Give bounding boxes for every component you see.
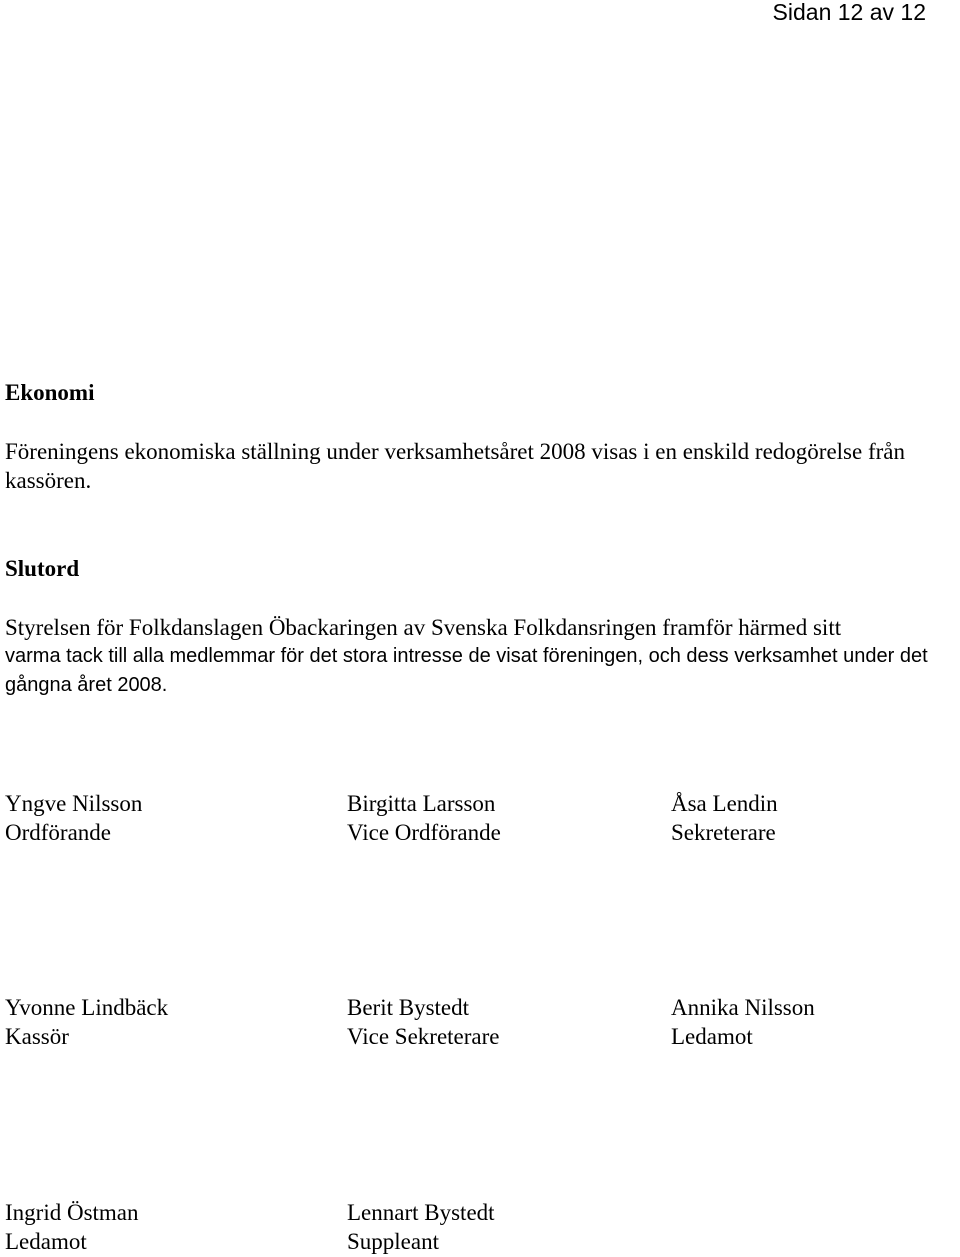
signature-role: Ledamot bbox=[5, 1229, 87, 1254]
signature-role: Ordförande bbox=[5, 820, 112, 845]
signature-name: Lennart Bystedt bbox=[347, 1200, 495, 1225]
signature-name: Yvonne Lindbäck bbox=[5, 995, 169, 1020]
signature-name: Ingrid Östman bbox=[5, 1200, 139, 1225]
signature-name: Birgitta Larsson bbox=[347, 791, 496, 816]
signature-yvonne-lindback bbox=[5, 993, 168, 1051]
slutord-text-rest: varma tack till alla medlemmar för det stora intresse de visat föreningen, och dess verksamhet under det gångna året 2008. bbox=[5, 645, 928, 696]
signature-role: Sekreterare bbox=[671, 820, 776, 845]
section-title-ekonomi: Ekonomi bbox=[5, 380, 95, 405]
signature-name: Berit Bystedt bbox=[347, 995, 470, 1020]
signature-lennart-bystedt bbox=[347, 1198, 495, 1256]
slutord-text-line1: Styrelsen för Folkdanslagen Öbackaringen av Svenska Folkdansringen framför härmed sitt bbox=[5, 615, 842, 640]
signature-ingrid-ostman bbox=[5, 1198, 139, 1256]
page-number: Sidan 12 av 12 bbox=[772, 0, 926, 25]
signature-asa-lendin bbox=[671, 789, 778, 847]
signature-role: Ledamot bbox=[671, 1024, 753, 1049]
signature-berit-bystedt bbox=[347, 993, 500, 1051]
signature-role: Vice Sekreterare bbox=[347, 1024, 500, 1049]
signature-name: Åsa Lendin bbox=[671, 791, 778, 816]
signature-birgitta-larsson bbox=[347, 789, 501, 847]
signature-name: Yngve Nilsson bbox=[5, 791, 143, 816]
ekonomi-text: Föreningens ekonomiska ställning under verksamhetsåret 2008 visas i en enskild redogörelse från kassören. bbox=[5, 439, 905, 493]
section-title-slutord: Slutord bbox=[5, 556, 80, 581]
signature-annika-nilsson bbox=[671, 993, 815, 1051]
signature-role: Suppleant bbox=[347, 1229, 439, 1254]
signature-yngve-nilsson bbox=[5, 789, 142, 847]
signature-role: Vice Ordförande bbox=[347, 820, 501, 845]
signature-role: Kassör bbox=[5, 1024, 69, 1049]
signature-name: Annika Nilsson bbox=[671, 995, 815, 1020]
